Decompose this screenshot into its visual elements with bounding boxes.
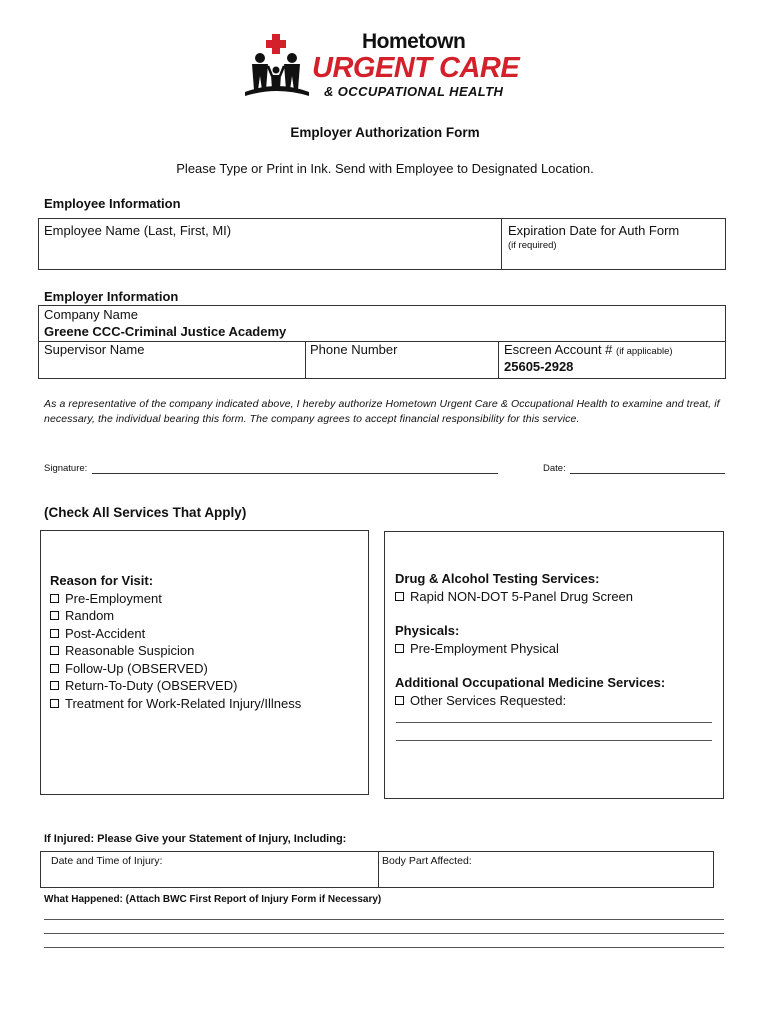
services-heading: (Check All Services That Apply): [44, 505, 247, 520]
company-name-value[interactable]: Greene CCC-Criminal Justice Academy: [44, 324, 287, 339]
additional-services-list: [395, 674, 665, 709]
form-subtitle: Please Type or Print in Ink. Send with Employee to Designated Location.: [176, 161, 594, 176]
logo-line-hometown: Hometown: [362, 30, 466, 53]
checkbox-icon[interactable]: [50, 699, 59, 708]
signature-label: Signature:: [44, 463, 88, 474]
reason-option-post-accident[interactable]: Post-Accident: [50, 625, 301, 643]
checkbox-icon[interactable]: [395, 696, 404, 705]
checkbox-icon[interactable]: [50, 594, 59, 603]
what-happened-line-2[interactable]: [44, 933, 724, 934]
employee-info-heading: Employee Information: [44, 196, 181, 211]
other-services-line-1[interactable]: [396, 722, 712, 723]
escreen-account-note: (if applicable): [616, 346, 673, 357]
body-part-field[interactable]: Body Part Affected:: [382, 855, 472, 867]
additional-services-heading: Additional Occupational Medicine Services:: [395, 675, 666, 690]
reason-option-reasonable-suspicion[interactable]: Reasonable Suspicion: [50, 642, 301, 660]
checkbox-icon[interactable]: [50, 681, 59, 690]
escreen-account-label: [504, 342, 673, 357]
employee-name-field[interactable]: Employee Name (Last, First, MI): [44, 223, 232, 238]
reason-option-treatment[interactable]: Treatment for Work-Related Injury/Illness: [50, 695, 301, 713]
expiration-date-field[interactable]: Expiration Date for Auth Form: [508, 223, 680, 238]
company-name-label: Company Name: [44, 307, 138, 322]
signature-line[interactable]: [92, 473, 498, 474]
supervisor-name-field[interactable]: Supervisor Name: [44, 342, 145, 357]
date-line[interactable]: [570, 473, 725, 474]
injury-heading: If Injured: Please Give your Statement of Injury, Including:: [44, 833, 347, 845]
what-happened-line-3[interactable]: [44, 947, 724, 948]
phone-number-field[interactable]: Phone Number: [310, 342, 398, 357]
escreen-account-value[interactable]: 25605-2928: [504, 359, 574, 374]
reason-option-pre-employment[interactable]: Pre-Employment: [50, 590, 301, 608]
checkbox-icon[interactable]: [395, 592, 404, 601]
employer-info-heading: Employer Information: [44, 289, 179, 304]
logo-line-urgent-care: URGENT CARE: [312, 52, 520, 84]
reason-option-random[interactable]: Random: [50, 607, 301, 625]
authorization-statement: As a representative of the company indicated above, I hereby authorize Hometown Urgent Care & Occupational Health to examine and treat, if necessary, the individual bearing this form. The company agrees to accept financial responsibility for this service.: [44, 398, 720, 425]
reason-option-follow-up[interactable]: Follow-Up (OBSERVED): [50, 660, 301, 678]
what-happened-line-1[interactable]: [44, 919, 724, 920]
what-happened-label: What Happened: (Attach BWC First Report of Injury Form if Necessary): [44, 894, 382, 905]
checkbox-icon[interactable]: [50, 611, 59, 620]
checkbox-icon[interactable]: [50, 646, 59, 655]
checkbox-icon[interactable]: [50, 664, 59, 673]
injury-datetime-field[interactable]: Date and Time of Injury:: [51, 855, 163, 867]
family-cross-logo-icon: [242, 34, 312, 104]
service-option-pre-employment-physical[interactable]: Pre-Employment Physical: [395, 640, 559, 658]
service-option-other[interactable]: Other Services Requested:: [395, 692, 665, 710]
physicals-heading: Physicals:: [395, 623, 460, 638]
other-services-line-2[interactable]: [396, 740, 712, 741]
checkbox-icon[interactable]: [395, 644, 404, 653]
service-option-rapid-drug-screen[interactable]: Rapid NON-DOT 5-Panel Drug Screen: [395, 588, 633, 606]
date-label: Date:: [543, 463, 566, 474]
checkbox-icon[interactable]: [50, 629, 59, 638]
logo-line-occupational-health: & OCCUPATIONAL HEALTH: [324, 84, 504, 99]
reason-option-return-to-duty[interactable]: Return-To-Duty (OBSERVED): [50, 677, 301, 695]
reason-heading: Reason for Visit:: [50, 573, 154, 588]
drug-testing-list: [395, 570, 633, 605]
drug-testing-heading: Drug & Alcohol Testing Services:: [395, 571, 600, 586]
physicals-list: [395, 622, 559, 657]
reason-for-visit-list: [50, 572, 301, 712]
escreen-account-text: Escreen Account #: [504, 342, 613, 357]
expiration-note: (if required): [508, 240, 557, 251]
company-logo: [242, 24, 532, 104]
form-title: Employer Authorization Form: [290, 125, 480, 140]
